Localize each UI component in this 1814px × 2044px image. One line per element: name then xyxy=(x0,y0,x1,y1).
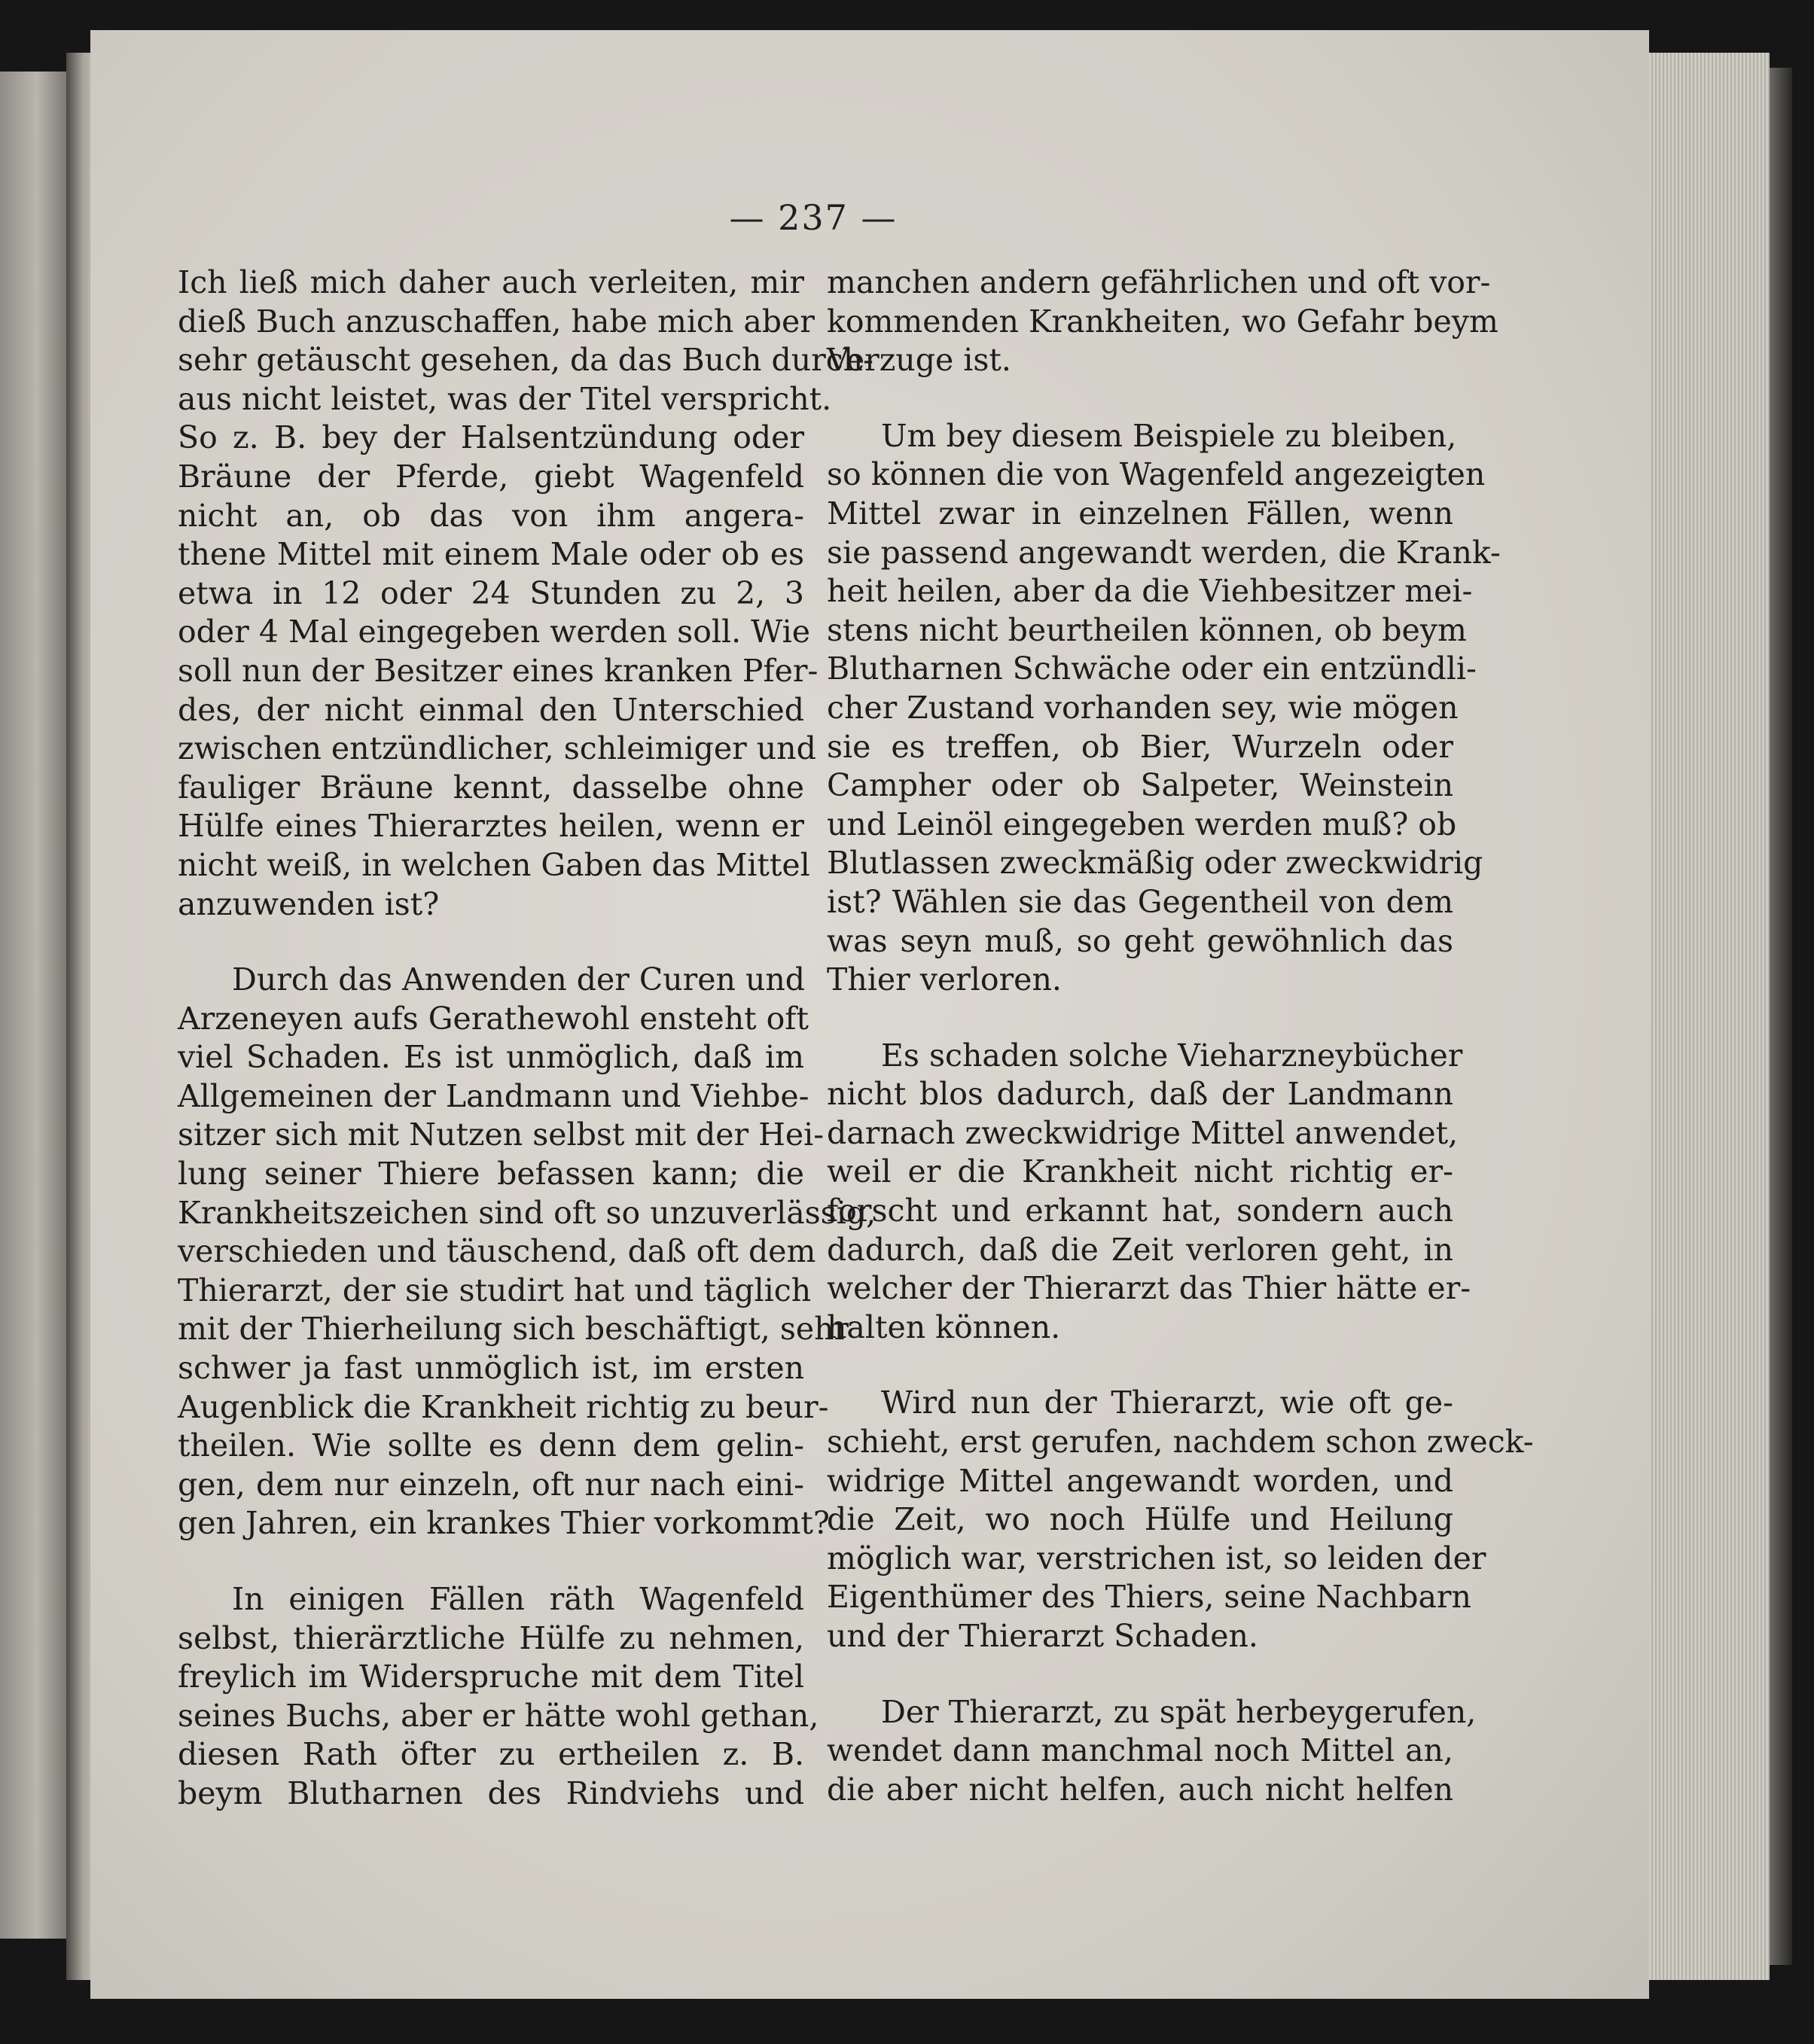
text-line: Thier verloren. xyxy=(827,961,1062,998)
text-line: schieht, erst gerufen, nachdem schon zweck- xyxy=(827,1424,1534,1461)
text-line: gen Jahren, ein krankes Thier vorkommt? xyxy=(178,1505,830,1542)
text-line: Blutlassen zweckmäßig oder zweckwidrig xyxy=(827,845,1483,882)
text-line: heit heilen, aber da die Viehbesitzer mei- xyxy=(827,573,1473,610)
text-line: aus nicht leistet, was der Titel verspricht. xyxy=(178,380,832,417)
text-line: Campher oder ob Salpeter, Weinstein xyxy=(827,767,1453,804)
text-line: mit der Thierheilung sich beschäftigt, sehr xyxy=(178,1311,849,1348)
text-line: möglich war, verstrichen ist, so leiden der xyxy=(827,1540,1486,1576)
text-line: fauliger Bräune kennt, dasselbe ohne xyxy=(178,769,804,806)
text-line: Ich ließ mich daher auch verleiten, mir xyxy=(178,264,804,300)
text-line: Arzeneyen aufs Gerathewohl ensteht oft xyxy=(178,1000,809,1037)
left-text-column xyxy=(178,263,877,1814)
text-line: sehr getäuscht gesehen, da das Buch durch- xyxy=(178,342,873,379)
text-line: Der Thierarzt, zu spät herbeygerufen, xyxy=(881,1693,1477,1730)
text-line: die Zeit, wo noch Hülfe und Heilung xyxy=(827,1501,1453,1538)
text-line: ist? Wählen sie das Gegentheil von dem xyxy=(827,883,1453,920)
text-line: des, der nicht einmal den Unterschied xyxy=(178,691,804,728)
text-line: Blutharnen Schwäche oder ein entzündli- xyxy=(827,650,1477,687)
text-line: halten können. xyxy=(827,1308,1061,1345)
text-line: Krankheitszeichen sind oft so unzuverlässig, xyxy=(178,1194,877,1231)
text-line: Verzuge ist. xyxy=(827,342,1011,379)
text-line: beym Blutharnen des Rindviehs und xyxy=(178,1774,804,1811)
text-line: Um bey diesem Beispiele zu bleiben, xyxy=(881,417,1457,454)
text-line: zwischen entzündlicher, schleimiger und xyxy=(178,730,816,767)
right-text-column xyxy=(827,263,1534,1809)
paragraph-gap xyxy=(178,1543,804,1580)
page-number: — 237 — xyxy=(729,197,898,238)
page-block-shadow xyxy=(1770,68,1792,1965)
text-line: manchen andern gefährlichen und oft vor- xyxy=(827,264,1491,300)
text-line: thene Mittel mit einem Male oder ob es xyxy=(178,536,804,573)
text-line: Bräune der Pferde, giebt Wagenfeld xyxy=(178,458,804,495)
text-line: theilen. Wie sollte es denn dem gelin- xyxy=(178,1427,804,1464)
page-block-edge xyxy=(1649,53,1770,1980)
text-line: oder 4 Mal eingegeben werden soll. Wie xyxy=(178,614,810,650)
text-line: sitzer sich mit Nutzen selbst mit der Hei- xyxy=(178,1116,825,1153)
text-line: verschieden und täuschend, daß oft dem xyxy=(178,1233,816,1270)
text-line: und Leinöl eingegeben werden muß? ob xyxy=(827,806,1457,842)
text-line: welcher der Thierarzt das Thier hätte er- xyxy=(827,1270,1471,1307)
text-line: Es schaden solche Vieharzneybücher xyxy=(881,1037,1463,1074)
paragraph-gap xyxy=(827,380,1453,417)
text-line: Mittel zwar in einzelnen Fällen, wenn xyxy=(827,495,1453,532)
facing-page-edge xyxy=(0,72,66,1939)
text-line: nicht an, ob das von ihm angera- xyxy=(178,497,804,534)
text-line: selbst, thierärztliche Hülfe zu nehmen, xyxy=(178,1619,804,1656)
text-line: dieß Buch anzuschaffen, habe mich aber xyxy=(178,303,815,340)
text-line: Hülfe eines Thierarztes heilen, wenn er xyxy=(178,808,804,845)
text-line: schwer ja fast unmöglich ist, im ersten xyxy=(178,1350,804,1387)
paragraph-gap xyxy=(178,924,804,961)
text-line: diesen Rath öfter zu ertheilen z. B. xyxy=(178,1736,804,1773)
text-line: wendet dann manchmal noch Mittel an, xyxy=(827,1732,1453,1769)
text-line: Wird nun der Thierarzt, wie oft ge- xyxy=(881,1384,1453,1421)
paragraph-gap xyxy=(827,1347,1453,1384)
text-line: die aber nicht helfen, auch nicht helfen xyxy=(827,1771,1453,1808)
text-line: Durch das Anwenden der Curen und xyxy=(232,961,806,998)
text-line: sie passend angewandt werden, die Krank- xyxy=(827,534,1501,571)
text-line: soll nun der Besitzer eines kranken Pfer- xyxy=(178,652,819,689)
text-line: was seyn muß, so geht gewöhnlich das xyxy=(827,922,1453,959)
text-line: Thierarzt, der sie studirt hat und täglich xyxy=(178,1272,812,1308)
text-line: Augenblick die Krankheit richtig zu beur- xyxy=(178,1388,829,1425)
text-line: lung seiner Thiere befassen kann; die xyxy=(178,1156,804,1193)
text-line: Allgemeinen der Landmann und Viehbe- xyxy=(178,1077,809,1114)
text-line: nicht blos dadurch, daß der Landmann xyxy=(827,1076,1453,1113)
text-line: In einigen Fällen räth Wagenfeld xyxy=(232,1581,804,1617)
text-line: sie es treffen, ob Bier, Wurzeln oder xyxy=(827,728,1453,765)
text-line: etwa in 12 oder 24 Stunden zu 2, 3 xyxy=(178,574,804,611)
text-line: so können die von Wagenfeld angezeigten xyxy=(827,456,1486,493)
text-line: darnach zweckwidrige Mittel anwendet, xyxy=(827,1114,1459,1151)
text-line: So z. B. bey der Halsentzündung oder xyxy=(178,419,804,456)
text-line: widrige Mittel angewandt worden, und xyxy=(827,1462,1453,1499)
text-line: kommenden Krankheiten, wo Gefahr beym xyxy=(827,303,1498,340)
text-line: forscht und erkannt hat, sondern auch xyxy=(827,1193,1453,1229)
text-line: anzuwenden ist? xyxy=(178,885,440,922)
text-line: freylich im Widerspruche mit dem Titel xyxy=(178,1659,804,1695)
text-line: nicht weiß, in welchen Gaben das Mittel xyxy=(178,846,810,883)
text-line: seines Buchs, aber er hätte wohl gethan, xyxy=(178,1697,819,1734)
text-line: cher Zustand vorhanden sey, wie mögen xyxy=(827,689,1459,726)
paragraph-gap xyxy=(827,1656,1453,1693)
text-line: und der Thierarzt Schaden. xyxy=(827,1618,1258,1654)
paragraph-gap xyxy=(827,1000,1453,1037)
text-line: gen, dem nur einzeln, oft nur nach eini- xyxy=(178,1466,804,1503)
text-line: Eigenthümer des Thiers, seine Nachbarn xyxy=(827,1579,1471,1616)
text-line: stens nicht beurtheilen können, ob beym xyxy=(827,611,1467,648)
text-line: dadurch, daß die Zeit verloren geht, in xyxy=(827,1231,1453,1268)
text-line: viel Schaden. Es ist unmöglich, daß im xyxy=(178,1039,804,1076)
text-line: weil er die Krankheit nicht richtig er- xyxy=(827,1153,1453,1190)
